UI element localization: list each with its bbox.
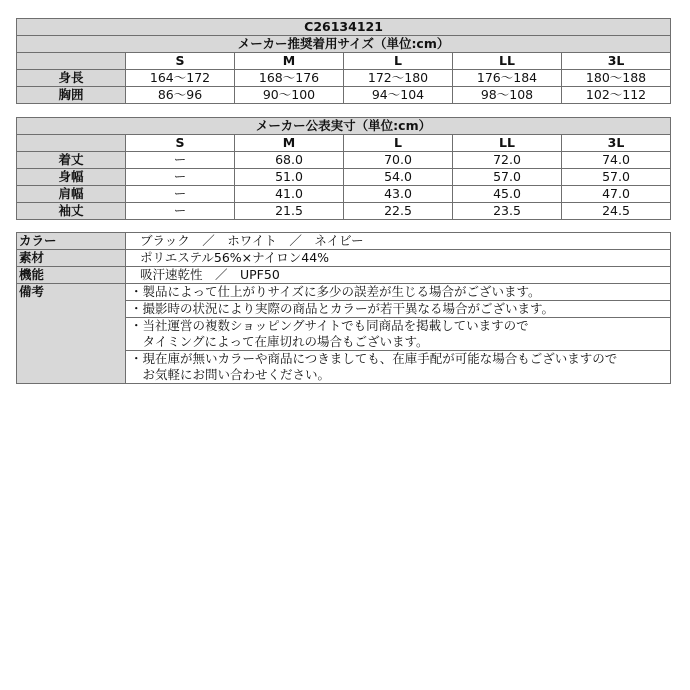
size-header: S — [126, 53, 235, 70]
table-cell: 41.0 — [235, 186, 344, 203]
table-cell: 70.0 — [344, 152, 453, 169]
table-cell: 47.0 — [562, 186, 671, 203]
detail-row — [17, 250, 671, 267]
detail-value: 吸汗速乾性 ／ UPF50 — [126, 267, 671, 284]
row-label: 袖丈 — [17, 203, 126, 220]
detail-label: 素材 — [17, 250, 126, 267]
size-header-row — [17, 135, 671, 152]
size-header: LL — [453, 53, 562, 70]
table-cell: 57.0 — [562, 169, 671, 186]
detail-row — [17, 267, 671, 284]
size-header-row — [17, 53, 671, 70]
note-line: お気軽にお問い合わせください。 — [130, 367, 331, 382]
table-cell: 172～180 — [344, 70, 453, 87]
note-line: ・製品によって仕上がりサイズに多少の誤差が生じる場合がございます。 — [130, 284, 541, 299]
table-cell: 164～172 — [126, 70, 235, 87]
size-header: M — [235, 53, 344, 70]
table-cell: 98～108 — [453, 87, 562, 104]
table-cell: ー — [126, 186, 235, 203]
notes-label: 備考 — [17, 284, 126, 384]
note-line: ・当社運営の複数ショッピングサイトでも同商品を掲載していますので — [130, 318, 529, 333]
row-label: 身幅 — [17, 169, 126, 186]
table-row — [17, 186, 671, 203]
table-cell: 180～188 — [562, 70, 671, 87]
header-corner-cell — [17, 53, 126, 70]
table-cell: 21.5 — [235, 203, 344, 220]
size-header: M — [235, 135, 344, 152]
table-cell: 22.5 — [344, 203, 453, 220]
size-header: LL — [453, 135, 562, 152]
note-item — [126, 301, 671, 318]
table-cell: 94～104 — [344, 87, 453, 104]
table-row — [17, 70, 671, 87]
product-details-table — [16, 232, 671, 384]
notes-row — [17, 284, 671, 301]
table-cell: 86～96 — [126, 87, 235, 104]
recommended-size-title: メーカー推奨着用サイズ（単位:cm） — [17, 36, 671, 53]
note-line: ・撮影時の状況により実際の商品とカラーが若干異なる場合がございます。 — [130, 301, 555, 316]
table-cell: 102～112 — [562, 87, 671, 104]
table-cell: 23.5 — [453, 203, 562, 220]
table-cell: ー — [126, 203, 235, 220]
detail-row — [17, 233, 671, 250]
table-cell: 24.5 — [562, 203, 671, 220]
detail-value: ポリエステル56%×ナイロン44% — [126, 250, 671, 267]
table-cell: 45.0 — [453, 186, 562, 203]
size-header: L — [344, 135, 453, 152]
note-line: ・現在庫が無いカラーや商品につきましても、在庫手配が可能な場合もございますので — [130, 351, 618, 366]
detail-label: カラー — [17, 233, 126, 250]
table-cell: 176～184 — [453, 70, 562, 87]
actual-size-table — [16, 117, 671, 220]
size-header: 3L — [562, 135, 671, 152]
table-cell: 90～100 — [235, 87, 344, 104]
table-cell: 54.0 — [344, 169, 453, 186]
note-item — [126, 351, 671, 384]
table-cell: 51.0 — [235, 169, 344, 186]
header-corner-cell — [17, 135, 126, 152]
product-code: C26134121 — [17, 19, 671, 36]
table-cell: 72.0 — [453, 152, 562, 169]
note-item — [126, 284, 671, 301]
size-header: 3L — [562, 53, 671, 70]
row-label: 肩幅 — [17, 186, 126, 203]
detail-value: ブラック ／ ホワイト ／ ネイビー — [126, 233, 671, 250]
table-cell: ー — [126, 169, 235, 186]
size-header: S — [126, 135, 235, 152]
note-line: タイミングによって在庫切れの場合もございます。 — [130, 334, 429, 349]
table-cell: 68.0 — [235, 152, 344, 169]
table-cell: 43.0 — [344, 186, 453, 203]
table-cell: 168～176 — [235, 70, 344, 87]
table-cell: 57.0 — [453, 169, 562, 186]
row-label: 身長 — [17, 70, 126, 87]
detail-label: 機能 — [17, 267, 126, 284]
row-label: 胸囲 — [17, 87, 126, 104]
size-header: L — [344, 53, 453, 70]
table-row — [17, 169, 671, 186]
table-cell: ー — [126, 152, 235, 169]
table-row — [17, 87, 671, 104]
table-row — [17, 152, 671, 169]
row-label: 着丈 — [17, 152, 126, 169]
table-cell: 74.0 — [562, 152, 671, 169]
table-row — [17, 203, 671, 220]
note-item — [126, 318, 671, 351]
actual-size-title: メーカー公表実寸（単位:cm） — [17, 118, 671, 135]
recommended-size-table — [16, 18, 671, 104]
